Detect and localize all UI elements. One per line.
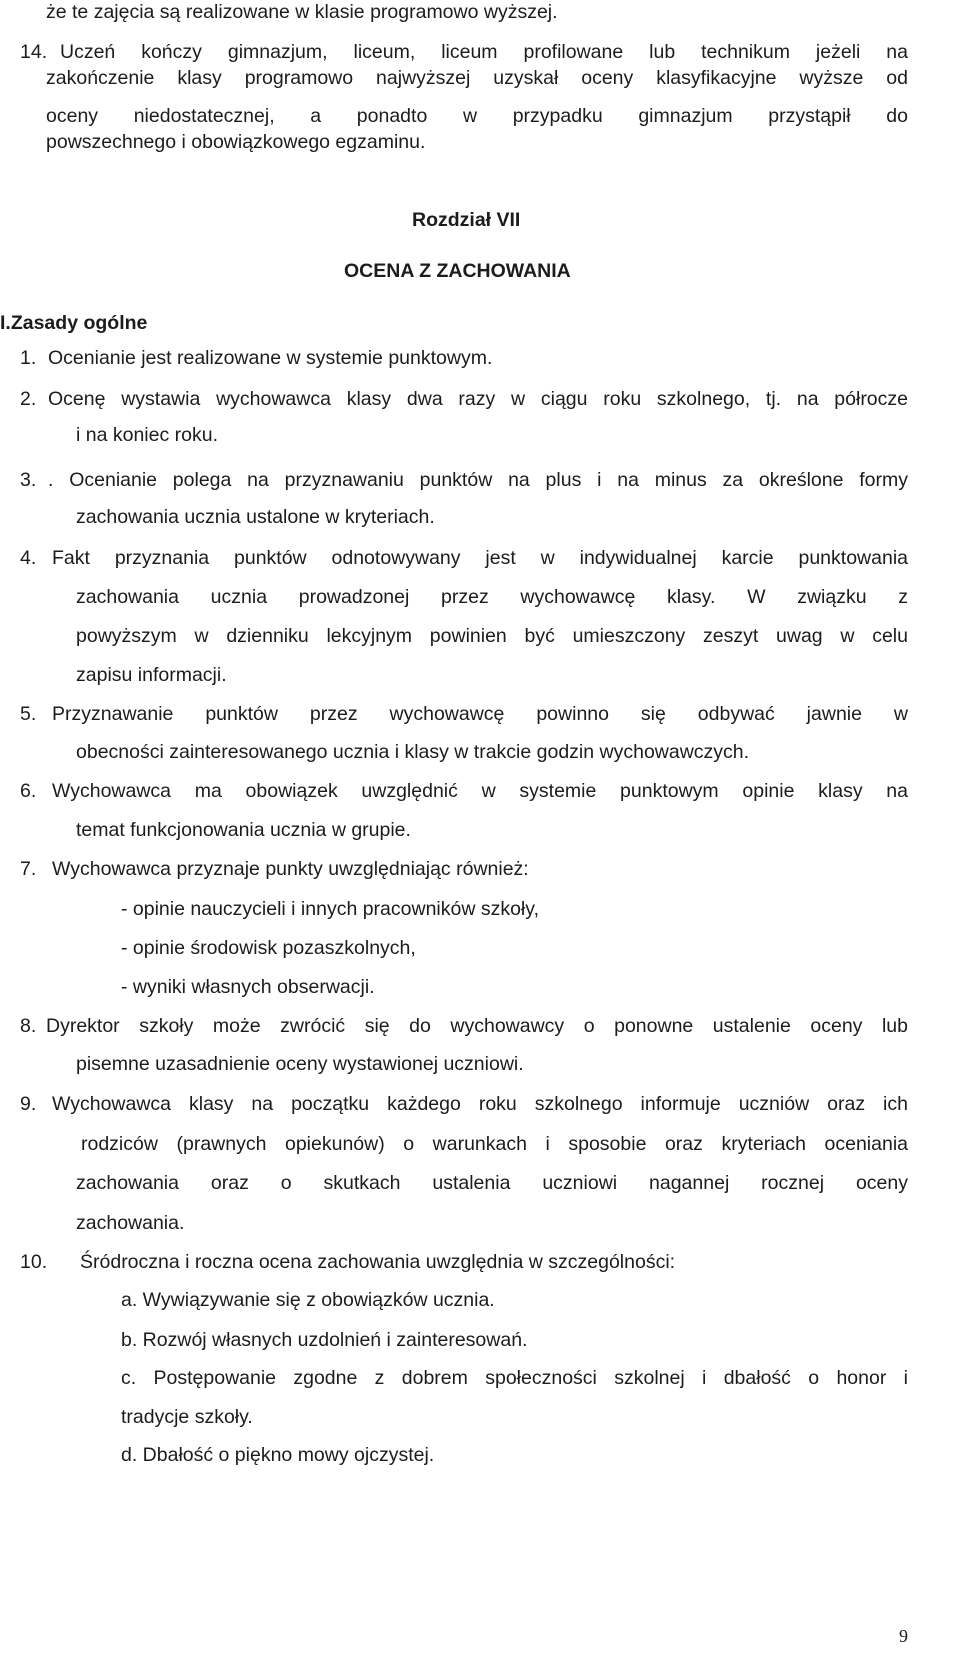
item-line: zachowania ucznia ustalone w kryteriach. — [76, 506, 435, 528]
item-line: Fakt przyznania punktów odnotowywany jest w indywidualnej karcie punktowania — [52, 547, 908, 569]
item-line: zachowania. — [76, 1212, 185, 1234]
item-line: temat funkcjonowania ucznia w grupie. — [76, 819, 411, 841]
item-bullet: - opinie nauczycieli i innych pracowników szkoły, — [121, 898, 539, 920]
paragraph-14-line: Uczeń kończy gimnazjum, liceum, liceum profilowane lub technikum jeżeli na — [60, 41, 908, 63]
item-number: 10. — [20, 1251, 48, 1273]
intro-line: że te zajęcia są realizowane w klasie programowo wyższej. — [46, 1, 558, 23]
sub-item: d. Dbałość o piękno mowy ojczystej. — [121, 1444, 435, 1466]
item-line: Wychowawca ma obowiązek uwzględnić w systemie punktowym opinie klasy na — [52, 780, 908, 802]
section-heading: I.Zasady ogólne — [0, 312, 148, 334]
item-line: zachowania oraz o skutkach ustalenia uczniowi nagannej rocznej oceny — [76, 1172, 908, 1194]
item-number: 3. — [20, 469, 37, 491]
item-line: i na koniec roku. — [76, 424, 218, 446]
item-line: zachowania ucznia prowadzonej przez wychowawcę klasy. W związku z — [76, 586, 908, 608]
sub-item: a. Wywiązywanie się z obowiązków ucznia. — [121, 1289, 495, 1311]
item-number: 7. — [20, 858, 37, 880]
chapter-subtitle: OCENA Z ZACHOWANIA — [344, 260, 571, 282]
item-line: Wychowawca przyznaje punkty uwzględniając również: — [52, 858, 529, 880]
chapter-title: Rozdział VII — [412, 209, 521, 231]
paragraph-14-line: powszechnego i obowiązkowego egzaminu. — [46, 131, 426, 153]
item-line: Dyrektor szkoły może zwrócić się do wychowawcy o ponowne ustalenie oceny lub — [46, 1015, 908, 1037]
paragraph-14-number: 14. — [20, 41, 48, 63]
item-line: Przyznawanie punktów przez wychowawcę powinno się odbywać jawnie w — [52, 703, 908, 725]
item-number: 6. — [20, 780, 37, 802]
item-bullet: - wyniki własnych obserwacji. — [121, 976, 375, 998]
item-number: 2. — [20, 388, 37, 410]
sub-item: tradycje szkoły. — [121, 1406, 253, 1428]
paragraph-14-line: oceny niedostatecznej, a ponadto w przypadku gimnazjum przystąpił do — [46, 105, 908, 127]
item-line: . Ocenianie polega na przyznawaniu punktów na plus i na minus za określone formy — [48, 469, 908, 491]
item-line: pisemne uzasadnienie oceny wystawionej uczniowi. — [76, 1053, 524, 1075]
item-line: Wychowawca klasy na początku każdego roku szkolnego informuje uczniów oraz ich — [52, 1093, 908, 1115]
item-number: 1. — [20, 347, 37, 369]
item-line: zapisu informacji. — [76, 664, 227, 686]
item-number: 9. — [20, 1093, 37, 1115]
item-number: 4. — [20, 547, 37, 569]
item-line: Ocenianie jest realizowane w systemie punktowym. — [48, 347, 493, 369]
item-number: 5. — [20, 703, 37, 725]
item-number: 8. — [20, 1015, 37, 1037]
item-bullet: - opinie środowisk pozaszkolnych, — [121, 937, 416, 959]
item-line: rodziców (prawnych opiekunów) o warunkach i sposobie oraz kryteriach oceniania — [81, 1133, 908, 1155]
paragraph-14-line: zakończenie klasy programowo najwyższej uzyskał oceny klasyfikacyjne wyższe od — [46, 67, 908, 89]
item-line: Ocenę wystawia wychowawca klasy dwa razy w ciągu roku szkolnego, tj. na półrocze — [48, 388, 908, 410]
sub-item: c. Postępowanie zgodne z dobrem społeczności szkolnej i dbałość o honor i — [121, 1367, 908, 1389]
item-line: obecności zainteresowanego ucznia i klasy w trakcie godzin wychowawczych. — [76, 741, 750, 763]
item-line: powyższym w dzienniku lekcyjnym powinien być umieszczony zeszyt uwag w celu — [76, 625, 908, 647]
page-number: 9 — [899, 1626, 908, 1646]
sub-item: b. Rozwój własnych uzdolnień i zainteresowań. — [121, 1329, 528, 1351]
item-line: Śródroczna i roczna ocena zachowania uwzględnia w szczególności: — [80, 1251, 676, 1273]
